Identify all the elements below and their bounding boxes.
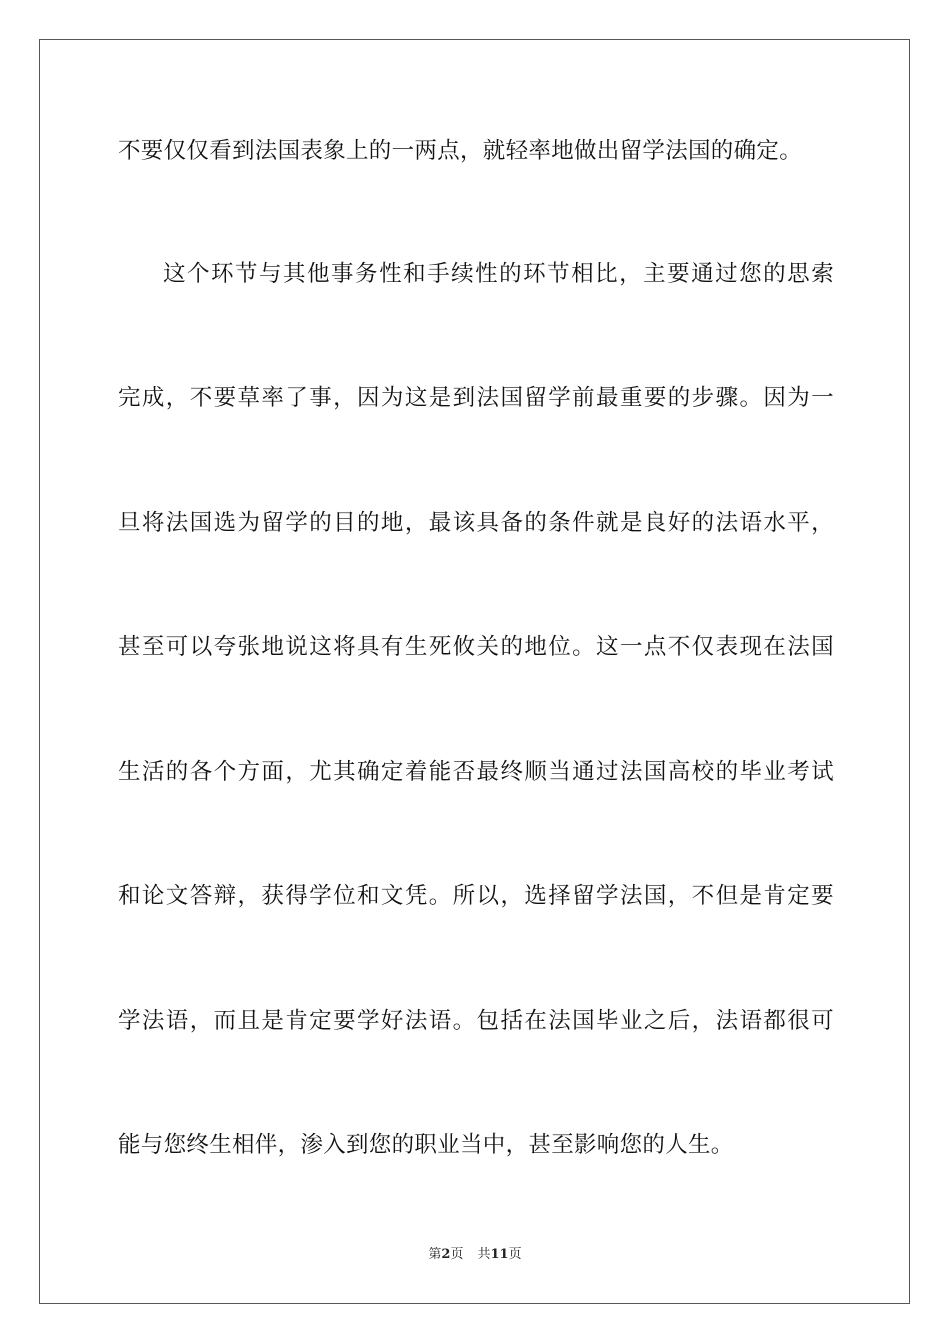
text-line-8: 学法语，而且是肯定要学好法语。包括在法国毕业之后，法语都很可 [118, 1008, 834, 1034]
text-line-1: 不要仅仅看到法国表象上的一两点，就轻率地做出留学法国的确定。 [118, 138, 803, 164]
page-border [39, 39, 910, 1304]
text-line-5: 甚至可以夸张地说这将具有生死攸关的地位。这一点不仅表现在法国 [118, 634, 834, 660]
footer-total-pages: 11 [490, 1247, 509, 1262]
footer-total-suffix: 页 [508, 1247, 522, 1262]
page-footer [0, 1246, 950, 1264]
text-line-9: 能与您终生相伴，渗入到您的职业当中，甚至影响您的人生。 [118, 1132, 734, 1158]
footer-page-number: 2 [441, 1247, 451, 1262]
text-line-7: 和论文答辩，获得学位和文凭。所以，选择留学法国，不但是肯定要 [118, 883, 834, 909]
footer-page-suffix: 页 [450, 1247, 464, 1262]
text-line-4: 旦将法国选为留学的目的地，最该具备的条件就是良好的法语水平， [118, 510, 834, 536]
text-line-2: 这个环节与其他事务性和手续性的环节相比，主要通过您的思索 [163, 261, 834, 287]
footer-page-prefix: 第 [428, 1247, 442, 1262]
text-line-6: 生活的各个方面，尤其确定着能否最终顺当通过法国高校的毕业考试 [118, 759, 834, 785]
text-line-3: 完成，不要草率了事，因为这是到法国留学前最重要的步骤。因为一 [118, 385, 834, 411]
footer-total-prefix: 共 [477, 1247, 491, 1262]
